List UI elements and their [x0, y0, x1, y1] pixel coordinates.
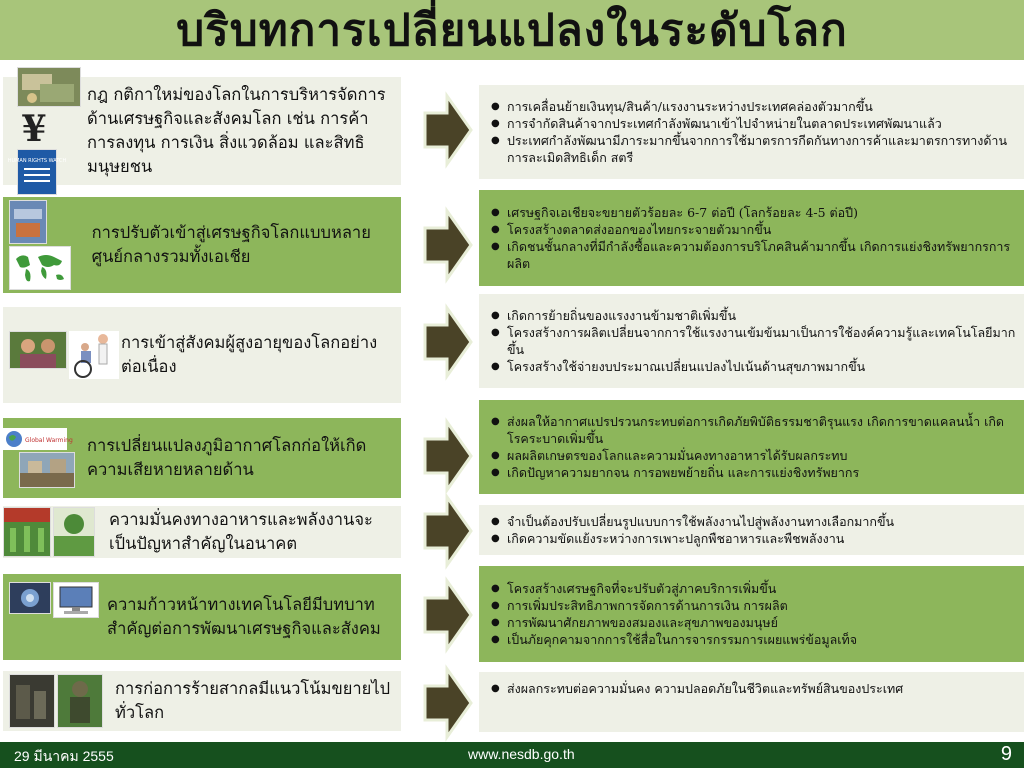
slide-title: บริบทการเปลี่ยนแปลงในระดับโลก: [176, 5, 848, 56]
arrow-icon: [423, 419, 473, 493]
impact-item: ● โครงสร้างการผลิตเปลี่ยนจากการใช้แรงงานเข้มข้นมาเป็นการใช้องค์ความรู้และเทคโนโลยีมากขึ้น: [507, 324, 1016, 358]
topic-images: [9, 331, 119, 379]
topic-box: [3, 197, 401, 293]
impact-item: ● การพัฒนาศักยภาพของสมองและสุขภาพของมนุษย์: [507, 614, 857, 631]
impact-box: [479, 566, 1024, 662]
impact-box: [479, 672, 1024, 732]
topic-box: [3, 671, 401, 731]
topic-images: [3, 507, 95, 557]
page-number: 9: [1000, 743, 1012, 765]
impact-item: ● ประเทศกำลังพัฒนามีภาระมากขึ้นจากการใช้มาตรการกีดกันทางการค้าและมาตรการทางด้านการละเมิดสิทธิเด็ก สตรี: [507, 132, 1016, 166]
topic-text: ความมั่นคงทางอาหารและพลังงานจะเป็นปัญหาสำคัญในอนาคต: [109, 510, 373, 553]
arrow-icon: [423, 494, 473, 568]
impact-item: ● ผลผลิตเกษตรของโลกและความมั่นคงทางอาหารได้รับผลกระทบ: [507, 447, 1016, 464]
impact-item: ● เกิดชนชั้นกลางที่มีกำลังซื้อและความต้องการบริโภคสินค้ามากขึ้น เกิดการแย่งชิงทรัพยากรการผลิต: [507, 238, 1016, 272]
world-map-icon: [9, 246, 71, 290]
currency-photo: [17, 67, 81, 107]
impact-item: ● เกิดการย้ายถิ่นของแรงงานข้ามชาติเพิ่มขึ้น: [507, 307, 1016, 324]
topic-text: การเปลี่ยนแปลงภูมิอากาศโลกก่อให้เกิดความเสียหายหลายด้าน: [87, 436, 367, 479]
technology-photo: [9, 582, 51, 614]
topic-text: กฎ กติกาใหม่ของโลกในการบริหารจัดการด้านเศรษฐกิจและสังคมโลก เช่น การค้า การลงทุน การเงิน สิ่งแวดล้อม และสิทธิมนุษยชน: [87, 85, 386, 176]
human-rights-watch-logo: [7, 149, 67, 195]
impact-item: ● เป็นภัยคุกคามจากการใช้สื่อในการจารกรรมการเผยแพร่ข้อมูลเท็จ: [507, 631, 857, 648]
topic-images: [9, 674, 103, 728]
topic-box: [3, 307, 401, 403]
computer-icon: [53, 582, 99, 618]
global-warming-caption: Global Warming: [25, 437, 73, 444]
impact-list: [489, 98, 1016, 166]
arrow-icon: [423, 93, 473, 167]
footer-bar: [0, 742, 1024, 768]
impact-item: ● โครงสร้างใช้จ่ายงบประมาณเปลี่ยนแปลงไปเน้นด้านสุขภาพมากขึ้น: [507, 358, 1016, 375]
yen-symbol-icon: [17, 108, 51, 150]
topic-box: [3, 506, 401, 558]
topic-images: [3, 428, 75, 488]
impact-item: ● การเพิ่มประสิทธิภาพการจัดการด้านการเงิน การผลิต: [507, 597, 857, 614]
trade-photo: [9, 200, 47, 244]
topic-box: [3, 418, 401, 498]
topic-box: [3, 77, 401, 185]
arrow-icon: [423, 305, 473, 379]
impact-box: [479, 400, 1024, 494]
topic-text: การปรับตัวเข้าสู่เศรษฐกิจโลกแบบหลายศูนย์กลางรวมทั้งเอเชีย: [91, 223, 371, 266]
impact-list: [489, 413, 1016, 481]
yen-symbol-text: ¥: [21, 108, 47, 150]
impact-box: [479, 85, 1024, 179]
elderly-couple-photo: [9, 331, 67, 369]
impact-item: ● ส่งผลให้อากาศแปรปรวนกระทบต่อการเกิดภัยพิบัติธรรมชาติรุนแรง เกิดการขาดแคลนน้ำ เกิดโรคระบาดเพิ่มขึ้น: [507, 413, 1016, 447]
topic-images: [9, 582, 99, 618]
topic-text: การเข้าสู่สังคมผู้สูงอายุของโลกอย่างต่อเนื่อง: [121, 333, 378, 376]
footer-website-link[interactable]: www.nesdb.go.th: [468, 746, 575, 762]
impact-item: ● เกิดความขัดแย้งระหว่างการเพาะปลูกพืชอาหารและพืชพลังงาน: [507, 530, 894, 547]
footer-date: 29 มีนาคม 2555: [14, 748, 114, 764]
impact-item: ● โครงสร้างเศรษฐกิจที่จะปรับตัวสู่ภาคบริการเพิ่มขึ้น: [507, 580, 857, 597]
impact-list: [489, 204, 1016, 272]
impact-item: ● จำเป็นต้องปรับเปลี่ยนรูปแบบการใช้พลังงานไปสู่พลังงานทางเลือกมากขึ้น: [507, 513, 894, 530]
arrow-icon: [423, 666, 473, 740]
impact-item: ● เกิดปัญหาความยากจน การอพยพย้ายถิ่น และการแย่งชิงทรัพยากร: [507, 464, 1016, 481]
farm-field-photo: [53, 507, 95, 557]
topic-box: [3, 574, 401, 660]
topic-images: [7, 67, 81, 195]
logo-text: HUMAN RIGHTS WATCH: [7, 158, 67, 164]
impact-item: ● เศรษฐกิจเอเชียจะขยายตัวร้อยละ 6-7 ต่อปี (โลกร้อยละ 4-5 ต่อปี): [507, 204, 1016, 221]
topic-images: [9, 200, 80, 290]
impact-box: [479, 190, 1024, 286]
terrorism-photo: [9, 674, 55, 728]
impact-list: [489, 513, 894, 547]
impact-box: [479, 505, 1024, 555]
impact-item: ● การจำกัดสินค้าจากประเทศกำลังพัฒนาเข้าไปจำหน่ายในตลาดประเทศพัฒนาแล้ว: [507, 115, 1016, 132]
impact-list: [489, 580, 857, 648]
impact-box: [479, 294, 1024, 388]
crops-photo: [3, 507, 51, 557]
arrow-icon: [423, 578, 473, 652]
wheelchair-nurse-illustration: [69, 331, 119, 379]
impact-item: ● โครงสร้างตลาดส่งออกของไทยกระจายตัวมากขึ้น: [507, 221, 1016, 238]
arrow-icon: [423, 208, 473, 282]
title-bar: [0, 0, 1024, 60]
impact-list: [489, 307, 1016, 375]
soldier-photo: [57, 674, 103, 728]
impact-list: [489, 680, 903, 697]
flood-photo: [19, 452, 75, 488]
impact-item: ● การเคลื่อนย้ายเงินทุน/สินค้า/แรงงานระหว่างประเทศคล่องตัวมากขึ้น: [507, 98, 1016, 115]
global-warming-illustration: [3, 428, 73, 450]
impact-item: ● ส่งผลกระทบต่อความมั่นคง ความปลอดภัยในชีวิตและทรัพย์สินของประเทศ: [507, 680, 903, 697]
topic-text: ความก้าวหน้าทางเทคโนโลยีมีบทบาทสำคัญต่อการพัฒนาเศรษฐกิจและสังคม: [107, 595, 381, 638]
topic-text: การก่อการร้ายสากลมีแนวโน้มขยายไปทั่วโลก: [115, 679, 391, 722]
